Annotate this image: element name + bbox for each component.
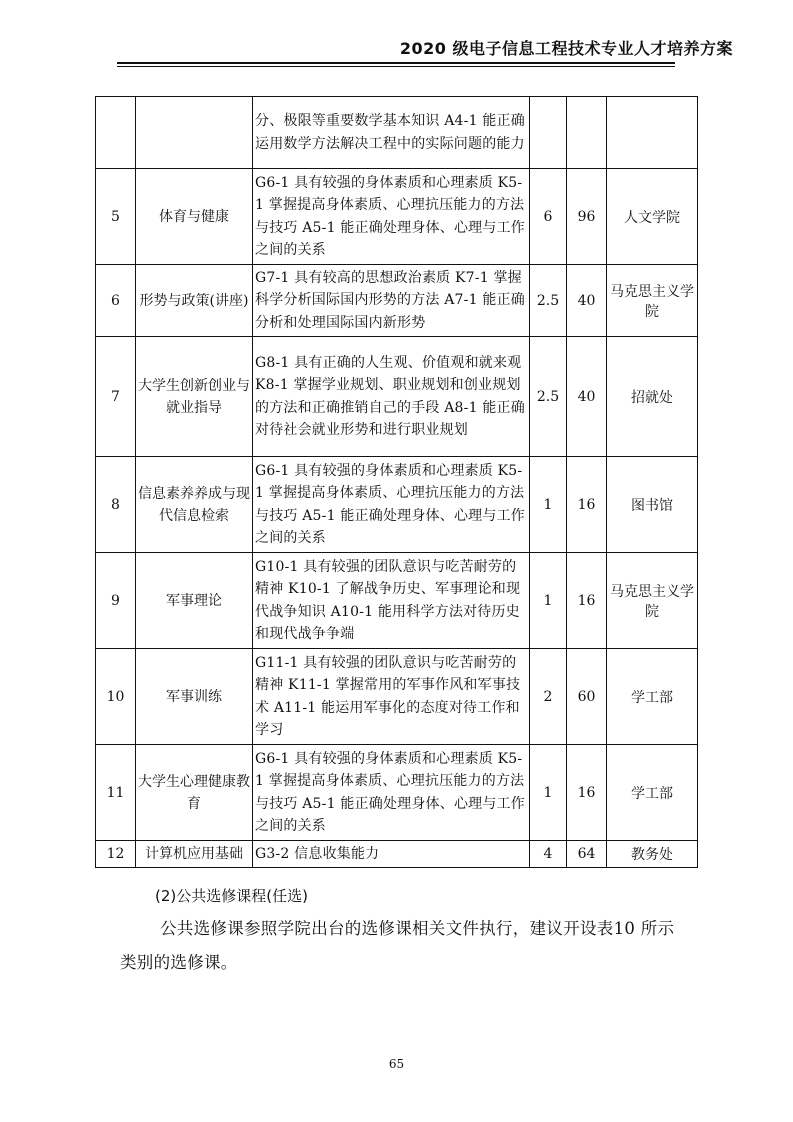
header-rule-thick	[117, 62, 675, 64]
cell-hours	[567, 97, 607, 169]
cell-credits: 6	[530, 169, 567, 265]
cell-objectives: G6-1 具有较强的身体素质和心理素质 K5-1 掌握提高身体素质、心理抗压能力的方法与技巧 A5-1 能正确处理身体、心理与工作之间的关系	[253, 457, 530, 553]
cell-department	[607, 97, 698, 169]
cell-hours: 40	[567, 337, 607, 457]
cell-hours: 60	[567, 649, 607, 745]
cell-department: 马克思主义学院	[607, 265, 698, 337]
cell-no	[96, 97, 136, 169]
cell-course-name	[136, 97, 253, 169]
cell-objectives: G3-2 信息收集能力	[253, 841, 530, 868]
body-paragraph: 公共选修课参照学院出台的选修课相关文件执行，建议开设表10 所示类别的选修课。	[120, 919, 675, 972]
cell-no: 8	[96, 457, 136, 553]
table-row	[96, 457, 698, 553]
cell-no: 10	[96, 649, 136, 745]
cell-no: 5	[96, 169, 136, 265]
cell-objectives: G6-1 具有较强的身体素质和心理素质 K5-1 掌握提高身体素质、心理抗压能力的方法与技巧 A5-1 能正确处理身体、心理与工作之间的关系	[253, 169, 530, 265]
cell-hours: 16	[567, 745, 607, 841]
section-heading: (2)公共选修课程(任选)	[155, 887, 308, 905]
cell-hours: 40	[567, 265, 607, 337]
cell-department: 学工部	[607, 745, 698, 841]
cell-objectives: G8-1 具有正确的人生观、价值观和就来观 K8-1 掌握学业规划、职业规划和创业规划的方法和正确推销自己的手段 A8-1 能正确对待社会就业形势和进行职业规划	[253, 337, 530, 457]
cell-department: 人文学院	[607, 169, 698, 265]
cell-credits: 2.5	[530, 265, 567, 337]
cell-credits	[530, 97, 567, 169]
header-rule-thin	[117, 66, 675, 67]
table-row	[96, 97, 698, 169]
cell-objectives: G11-1 具有较强的团队意识与吃苦耐劳的精神 K11-1 掌握常用的军事作风和军事技术 A11-1 能运用军事化的态度对待工作和学习	[253, 649, 530, 745]
cell-no: 7	[96, 337, 136, 457]
cell-credits: 2.5	[530, 337, 567, 457]
cell-objectives: G10-1 具有较强的团队意识与吃苦耐劳的精神 K10-1 了解战争历史、军事理论和现代战争知识 A10-1 能用科学方法对待历史和现代战争争端	[253, 553, 530, 649]
table-row	[96, 553, 698, 649]
cell-course-name: 大学生心理健康教育	[136, 745, 253, 841]
cell-hours: 16	[567, 553, 607, 649]
cell-credits: 1	[530, 457, 567, 553]
cell-department: 图书馆	[607, 457, 698, 553]
cell-no: 11	[96, 745, 136, 841]
cell-course-name: 信息素养养成与现代信息检索	[136, 457, 253, 553]
cell-no: 6	[96, 265, 136, 337]
cell-hours: 64	[567, 841, 607, 868]
table-row	[96, 265, 698, 337]
cell-course-name: 计算机应用基础	[136, 841, 253, 868]
page-header-title: 2020 级电子信息工程技术专业人才培养方案	[399, 39, 733, 58]
cell-no: 9	[96, 553, 136, 649]
cell-department: 马克思主义学院	[607, 553, 698, 649]
table-row	[96, 337, 698, 457]
cell-hours: 96	[567, 169, 607, 265]
cell-department: 招就处	[607, 337, 698, 457]
cell-course-name: 军事理论	[136, 553, 253, 649]
cell-course-name: 大学生创新创业与就业指导	[136, 337, 253, 457]
cell-course-name: 军事训练	[136, 649, 253, 745]
course-table	[95, 96, 698, 868]
cell-objectives: G6-1 具有较强的身体素质和心理素质 K5-1 掌握提高身体素质、心理抗压能力的方法与技巧 A5-1 能正确处理身体、心理与工作之间的关系	[253, 745, 530, 841]
cell-hours: 16	[567, 457, 607, 553]
cell-department: 学工部	[607, 649, 698, 745]
cell-objectives: G7-1 具有较高的思想政治素质 K7-1 掌握科学分析国际国内形势的方法 A7-1 能正确分析和处理国际国内新形势	[253, 265, 530, 337]
cell-department: 教务处	[607, 841, 698, 868]
table-row	[96, 169, 698, 265]
cell-course-name: 形势与政策(讲座)	[136, 265, 253, 337]
table-row	[96, 649, 698, 745]
cell-no: 12	[96, 841, 136, 868]
table-row	[96, 841, 698, 868]
page-number: 65	[388, 1057, 405, 1071]
cell-credits: 4	[530, 841, 567, 868]
cell-credits: 2	[530, 649, 567, 745]
cell-course-name: 体育与健康	[136, 169, 253, 265]
cell-objectives: 分、极限等重要数学基本知识 A4-1 能正确运用数学方法解决工程中的实际问题的能力	[253, 97, 530, 169]
cell-credits: 1	[530, 553, 567, 649]
table-row	[96, 745, 698, 841]
cell-credits: 1	[530, 745, 567, 841]
